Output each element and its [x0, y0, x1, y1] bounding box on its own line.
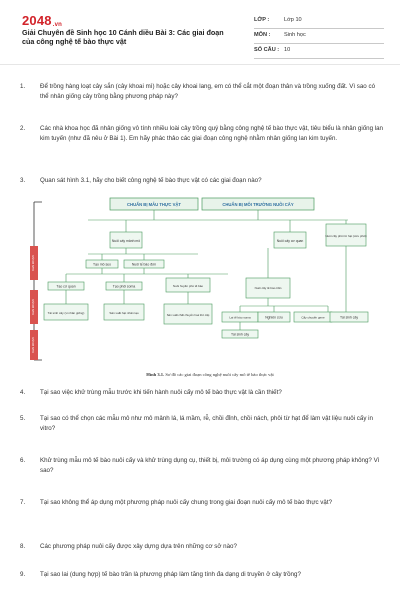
node-text: Cấy chuyển gene: [301, 315, 325, 320]
meta-row-count: [254, 44, 384, 59]
question-text: Tại sao có thể chọn các mẫu mô như mô mảnh lá, lá mầm, rễ, chồi đỉnh, chồi nách, phôi từ hạt để làm vật liệu nuôi cấy in vitro?: [40, 415, 373, 432]
question-text: Tại sao lai (dung hợp) tế bào trần là phương pháp làm tăng tính đa dạng di truyền ở cây trồng?: [40, 571, 301, 578]
caption-text: Sơ đồ các giai đoạn công nghệ nuôi cấy mô tế bào thực vật: [164, 372, 274, 377]
node-text: Nuôi cấy cơ quan: [276, 239, 304, 243]
top-box-sample-label: CHUẨN BỊ MẪU THỰC VẬT: [127, 202, 181, 207]
question-number: 1.: [20, 83, 26, 90]
document-title: Giải Chuyên đề Sinh học 10 Cánh diều Bài 3: Các giai đoạn của công nghệ tế bào thực vật: [22, 28, 224, 46]
meta-key: LỚP :: [254, 17, 270, 23]
meta-key: MÔN :: [254, 32, 271, 38]
caption-label: Hình 3.1.: [146, 372, 165, 377]
question-number: 8.: [20, 543, 26, 550]
node-text: Tái sinh cây: [339, 315, 359, 320]
node-text: Nuôi huyền phù tế bào: [172, 284, 204, 288]
meta-value: 10: [284, 47, 291, 53]
question-number: 3.: [20, 177, 26, 184]
node-text: Nuôi cấy phôi từ hạt (cứu phôi): [325, 234, 367, 238]
question-number: 2.: [20, 125, 26, 132]
stage-label: GIAI ĐOẠN: [31, 299, 35, 315]
node-text: Nuôi cấy tế bào trần: [254, 286, 282, 290]
question-text: Các nhà khoa học đã nhân giống vô tính nhiều loài cây trồng quý bằng công nghệ tế bào thực vật, tiêu biểu là nhân giống lan kim tuyến (như đã nêu ở Bài 1). Em hãy phác thảo các giai đoạn công nghệ nhằm nhân giống lan kim tuyến.: [40, 125, 383, 142]
logo-text: 2048: [22, 13, 52, 28]
node-text: Nghiên cứu: [265, 315, 283, 320]
node-text: Sản xuất hạt nhân tạo: [109, 311, 139, 315]
header-divider: [0, 64, 400, 65]
question-number: 6.: [20, 457, 26, 464]
node-text: Tạo mô sẹo: [93, 262, 111, 267]
question-text: Tại sao không thể áp dụng một phương pháp nuôi cấy chung trong giai đoạn nuôi cấy mô tế bào thực vật?: [40, 499, 333, 506]
top-box-medium-label: CHUẨN BỊ MÔI TRƯỜNG NUÔI CẤY: [222, 202, 294, 207]
meta-value: Sinh học: [284, 32, 306, 38]
node-text: Tái sinh cây (vi nhân giống): [47, 311, 85, 315]
meta-value: Lớp 10: [284, 17, 302, 23]
node-text: Lai tế bào soma: [229, 315, 251, 320]
meta-row-subject: [254, 29, 384, 44]
question-text: Để trồng hàng loạt cây sắn (cây khoai mì) hoặc cây khoai lang, em có thể cắt một đoạn thân và trồng xuống đất. Vì sao có thể nhân giống cây trồng bằng phương pháp này?: [40, 83, 376, 100]
meta-key: SỐ CÂU :: [254, 47, 280, 53]
question-number: 7.: [20, 499, 26, 506]
question-number: 9.: [20, 571, 26, 578]
node-text: Tạo cơ quan: [56, 284, 76, 289]
cell-technology-diagram: [28, 190, 378, 370]
page-header: [0, 0, 400, 64]
question-text: Khử trùng mẫu mô tế bào nuôi cấy và khử trùng dụng cụ, thiết bị, môi trường có áp dụng cùng một phương pháp không? Vì sao?: [40, 457, 380, 474]
question-number: 4.: [20, 389, 26, 396]
site-logo[interactable]: [22, 13, 62, 28]
node-text: Nuôi cấy mảnh mô: [111, 239, 141, 243]
node-text: Sản xuất chất chuyển hoá thứ cấp: [166, 313, 210, 317]
document-meta: [254, 14, 384, 59]
node-text: Nuôi tế bào đơn: [131, 262, 157, 267]
meta-row-class: [254, 14, 384, 29]
figure-caption: [60, 372, 360, 377]
stage-label: GIAI ĐOẠN: [31, 337, 35, 353]
question-text: Tại sao việc khử trùng mẫu trước khi tiến hành nuôi cấy mô tế bào thực vật là cần thiết?: [40, 389, 282, 396]
question-number: 5.: [20, 415, 26, 422]
node-text: Tái sinh cây: [230, 332, 250, 337]
node-text: Tạo phôi soma: [112, 284, 136, 289]
question-text: Quan sát hình 3.1, hãy cho biết công nghệ tế bào thực vật có các giai đoạn nào?: [40, 177, 262, 184]
question-text: Các phương pháp nuôi cấy được xây dựng dựa trên những cơ sở nào?: [40, 543, 237, 550]
logo-tld: .vn: [52, 22, 63, 28]
stage-label: GIAI ĐOẠN: [31, 255, 35, 271]
